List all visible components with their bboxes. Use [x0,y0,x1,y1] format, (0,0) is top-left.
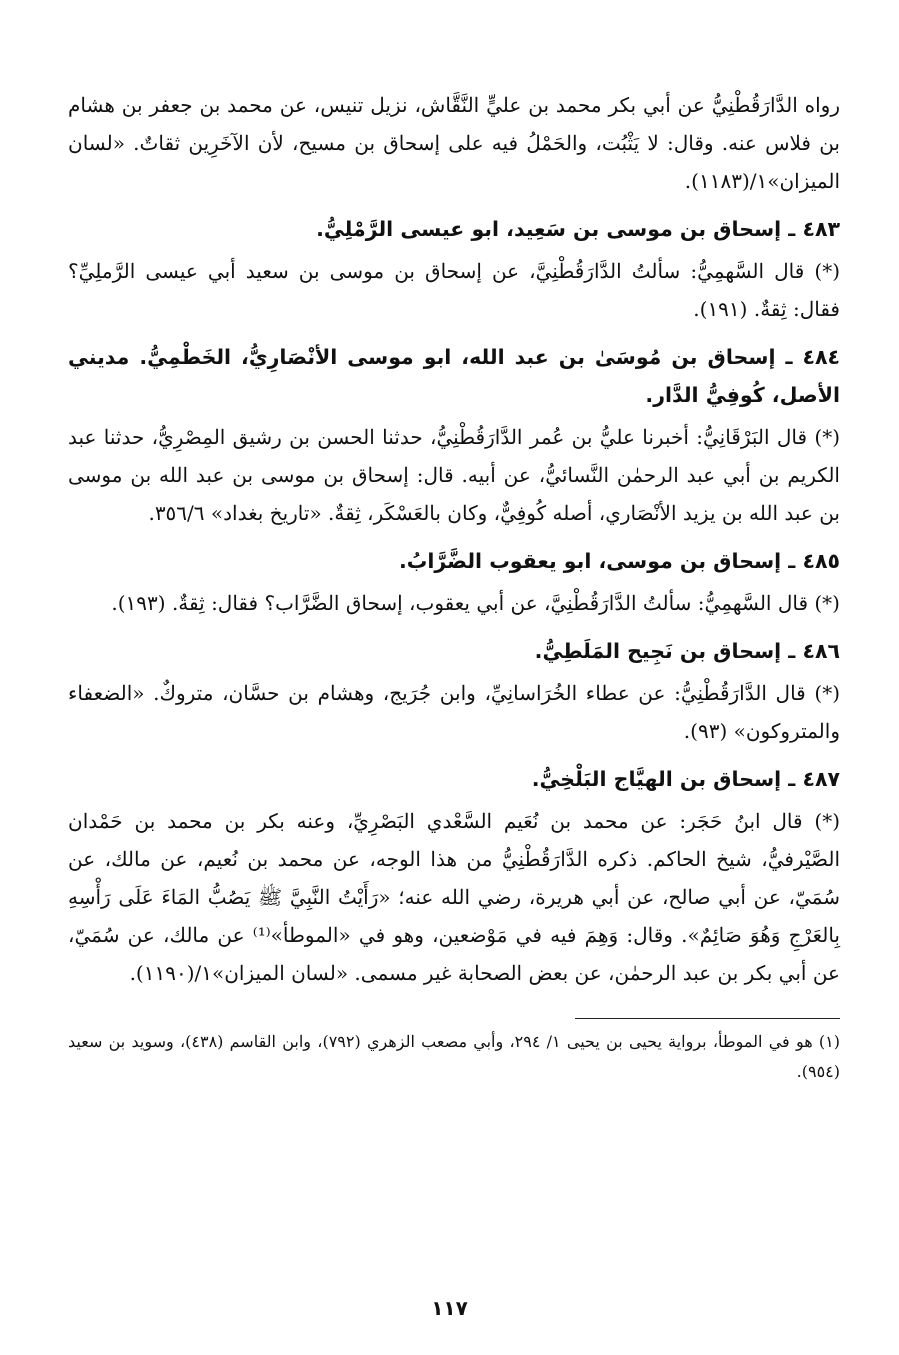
entry-body: (*) قال البَرْقَانِيُّ: أخبرنا عليُّ بن عُمر الدَّارَقُطْنِيُّ، حدثنا الحسن بن رشيق المِصْرِيُّ، حدثنا عبد الكريم بن أبي عبد الرحمٰن النَّسائيُّ، عن أبيه. قال: إسحاق بن موسى بن عبد الله بن موسى بن عبد الله بن يزيد الأنْصَاري، أصله كُوفِيٌّ، وكان بالعَسْكَر، ثِقةٌ. «تاريخ بغداد» ٣٥٦/٦. [68,425,840,525]
entry-485 [68,542,840,622]
entry-heading: ٤٨٣ ـ إسحاق بن موسى بن سَعِيد، ابو عيسى الرَّمْلِيُّ. [316,217,840,241]
footnote-divider [575,1018,840,1019]
footnote: (١) هو في الموطأ، برواية يحيى بن يحيى ١/ ٢٩٤، وأبي مصعب الزهري (٧٩٢)، وابن القاسم (٤٣٨)، وسويد بن سعيد (٩٥٤). [68,1032,840,1081]
entry-body: (*) قال السَّهمِيُّ: سألتُ الدَّارَقُطْنِيَّ، عن أبي يعقوب، إسحاق الضَّرَّاب؟ فقال: ثِقةٌ. (١٩٣). [111,591,840,615]
entry-486 [68,632,840,750]
entry-heading: ٤٨٥ ـ إسحاق بن موسى، ابو يعقوب الضَّرَّابُ. [398,549,840,573]
page-number: ١١٧ [431,1296,468,1320]
entry-heading: ٤٨٦ ـ إسحاق بن نَجِيح المَلَطِيُّ. [534,639,840,663]
entry-483 [68,210,840,328]
entry-heading: ٤٨٤ ـ إسحاق بن مُوسَىٰ بن عبد الله، ابو موسى الأنْصَارِيُّ، الخَطْمِيُّ. مديني الأصل، كُوفِيُّ الدَّار. [68,345,840,407]
entry-heading: ٤٨٧ ـ إسحاق بن الهيَّاج البَلْخِيُّ. [531,767,840,791]
entry-487 [68,760,840,992]
entry-484 [68,338,840,532]
top-paragraph: رواه الدَّارَقُطْنِيُّ عن أبي بكر محمد بن عليٍّ النَّقَّاش، نزيل تنيس، عن محمد بن جعفر بن هشام بن فلاس عنه. وقال: لا يَثْبُت، والحَمْلُ فيه على إسحاق بن مسيح، لأن الآخَرِين ثقاتٌ. «لسان الميزان»١/(١١٨٣). [68,93,840,193]
entry-body: (*) قال الدَّارَقُطْنِيُّ: عن عطاء الخُرَاسانِيِّ، وابن جُرَيج، وهشام بن حسَّان، متروكٌ. «الضعفاء والمتروكون» (٩٣). [68,681,840,743]
document-page [68,86,840,1087]
entry-body: (*) قال ابنُ حَجَر: عن محمد بن نُعَيم السَّعْدي البَصْرِيِّ، وعنه بكر بن محمد بن حَمْدان الصَّيْرفيُّ، شيخ الحاكم. ذكره الدَّارَقُطْنِيُّ من هذا الوجه، عن محمد بن نُعيم، عن مالك، عن سُمَيّ، عن أبي صالح، عن أبي هريرة، رضي الله عنه؛ «رَأَيْتُ النَّبِيَّ ﷺ يَصُبُّ المَاءَ عَلَى رَأْسِهِ بِالعَرْجِ وَهُوَ صَائِمٌ». وقال: وَهِمَ فيه في مَوْضعين، وهو في «الموطأ»⁽¹⁾ عن مالك، عن سُمَيّ، عن أبي بكر بن عبد الرحمٰن، عن بعض الصحابة غير مسمى. «لسان الميزان»١/(١١٩٠). [68,809,840,985]
entry-body: (*) قال السَّهمِيُّ: سألتُ الدَّارَقُطْنِيَّ، عن إسحاق بن موسى بن سعيد أبي عيسى الرَّملِيِّ؟ فقال: ثِقةٌ. (١٩١). [68,259,840,321]
